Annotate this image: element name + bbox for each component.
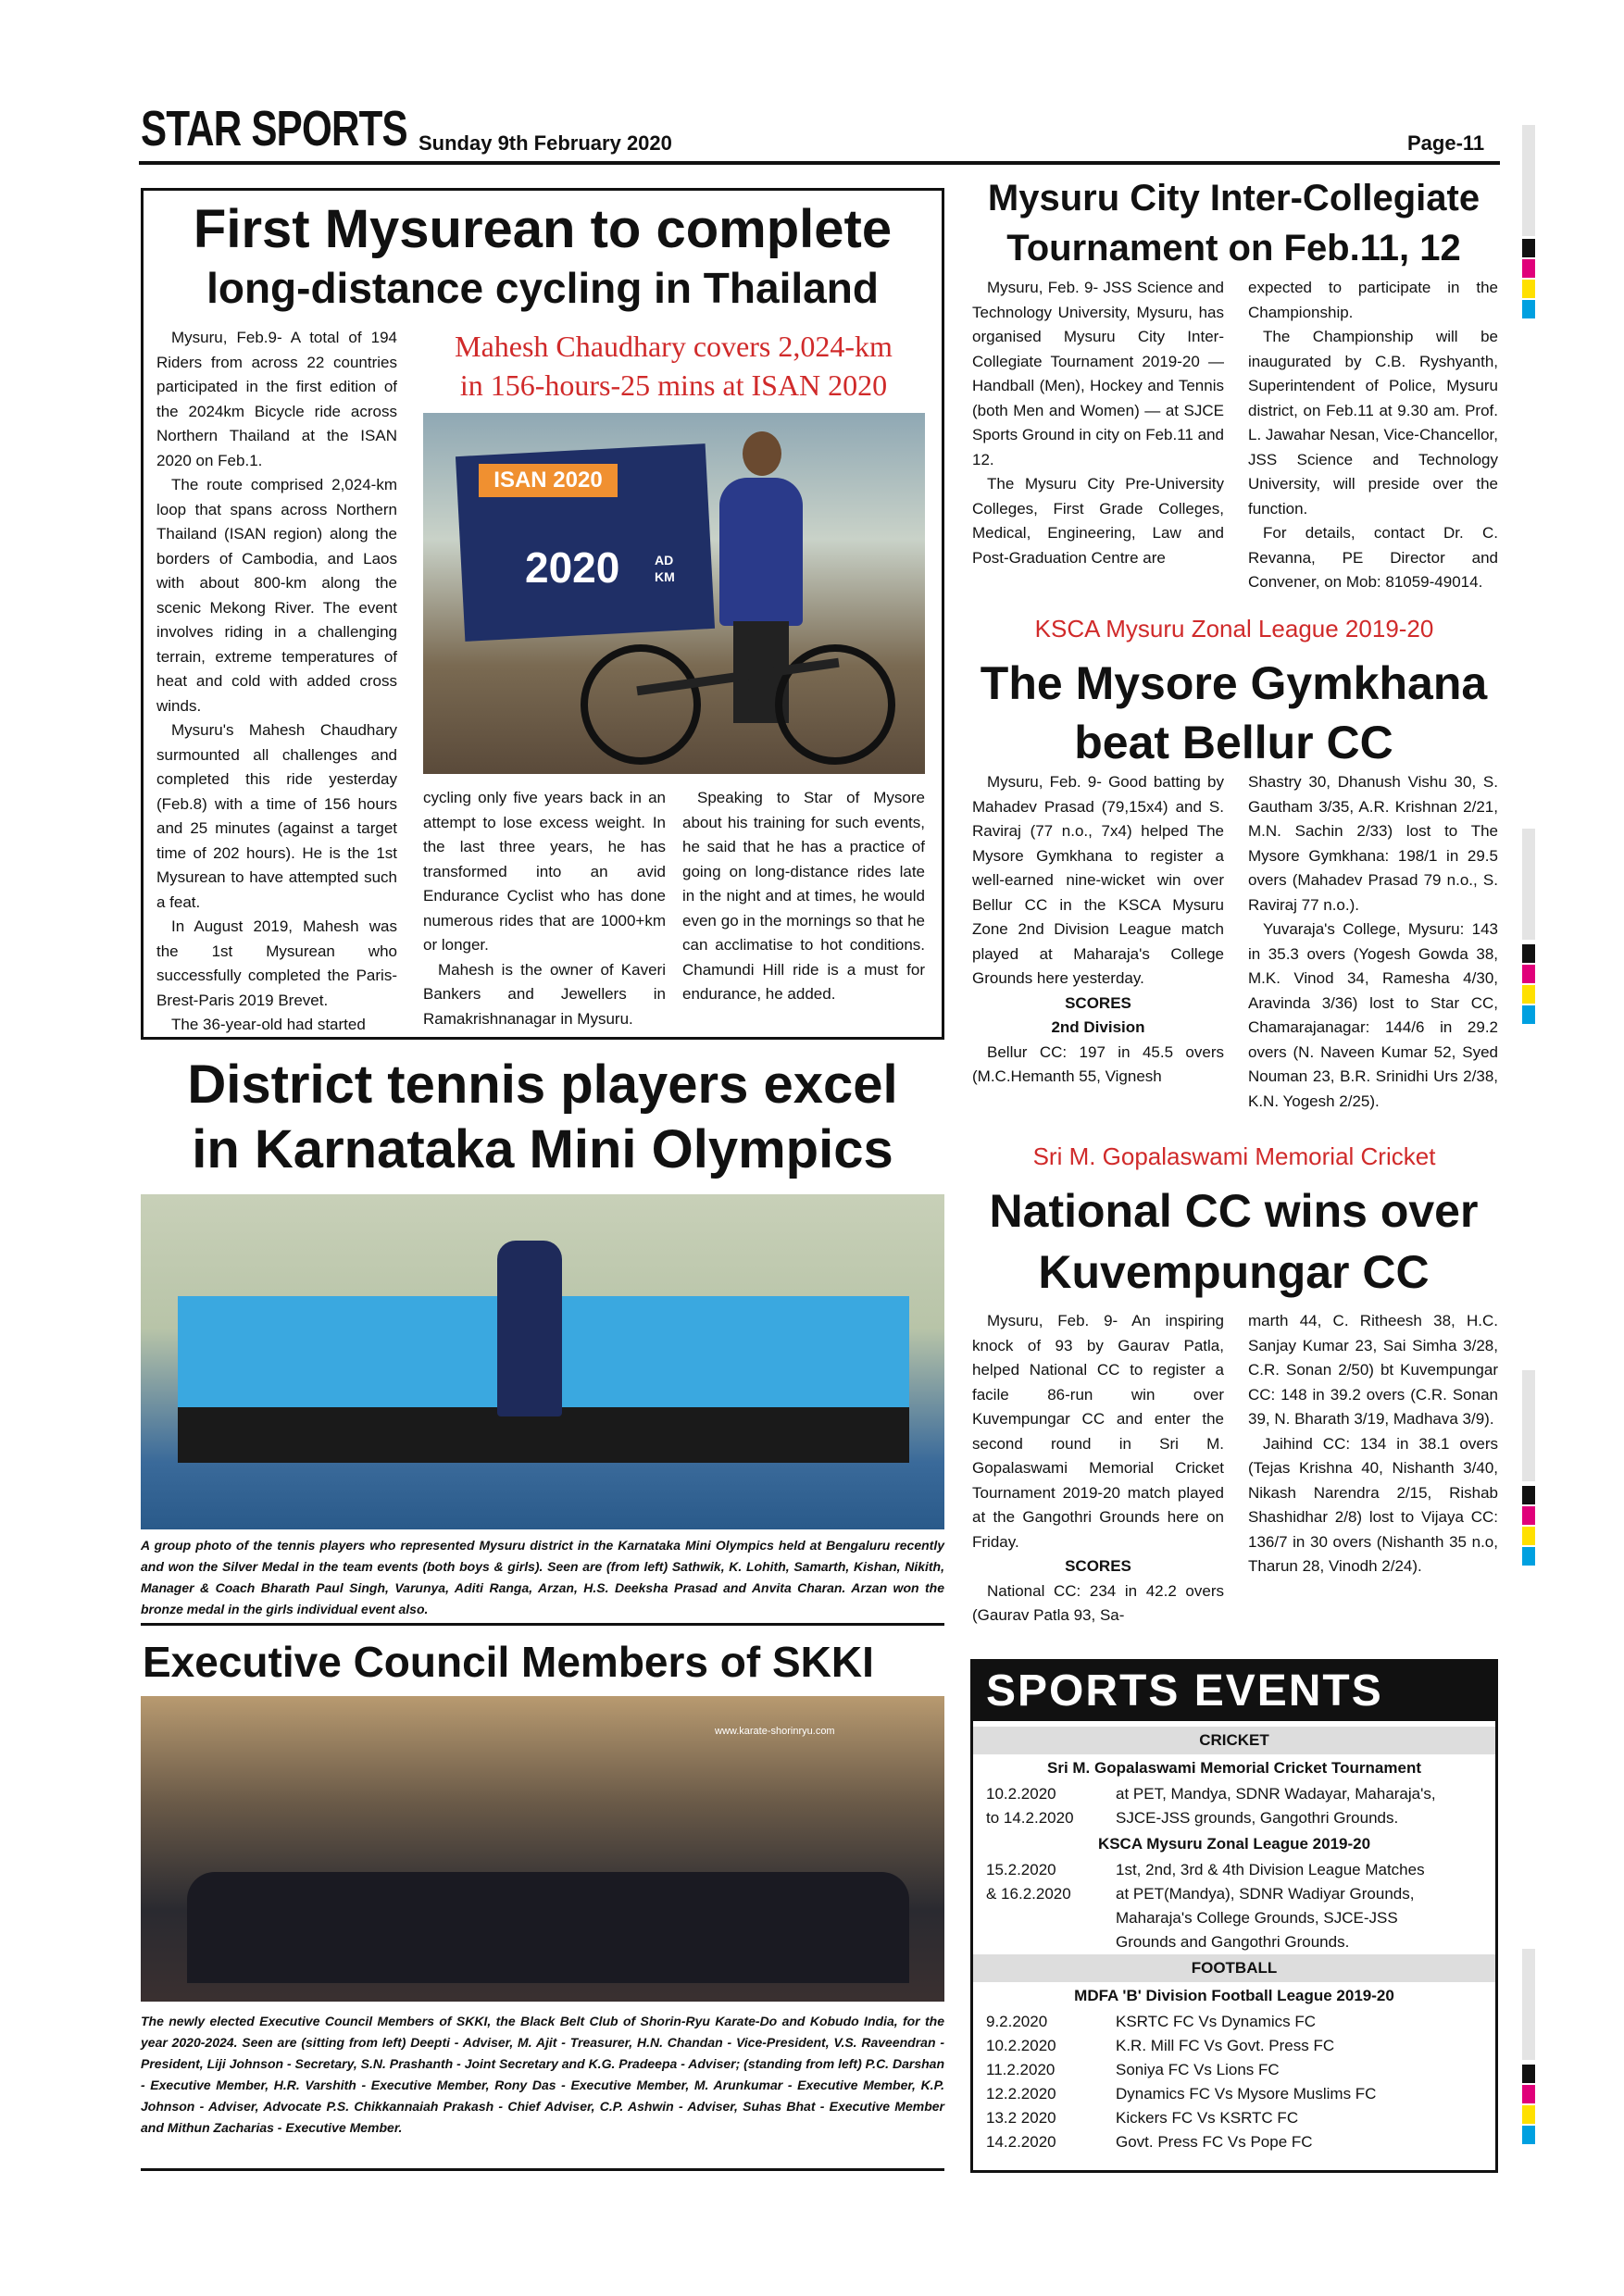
tournament-title: Sri M. Gopalaswami Memorial Cricket Tournament xyxy=(1046,1759,1421,1777)
paragraph: The route comprised 2,024-km loop that spans across Northern Thailand (ISAN region) along the borders of Cambodia, and Laos with about 800-km along the scenic Mekong River. The event involves riding in a challenging terrain, extreme temperatures of heat and cold with added cross winds. xyxy=(156,476,397,715)
caption-rule xyxy=(141,2168,944,2171)
list-item: 10.2.2020 at PET, Mandya, SDNR Wadayar, Maharaja's, xyxy=(986,1785,1436,1803)
list-item: 12.2.2020 Dynamics FC Vs Mysore Muslims FC xyxy=(986,2085,1377,2103)
members-seated xyxy=(187,1872,909,1983)
paragraph: Mysuru, Feb. 9- An inspiring knock of 93 by Gaurav Patla, helped National CC to register a facile 86-run win over Kuvempungar CC and enter the second round in Sri M. Gopalaswami Memorial Cricket Tournament 2019-20 match played at the Gangothri Grounds here on Friday. xyxy=(972,1312,1224,1551)
registration-magenta xyxy=(1522,2085,1535,2103)
gymkhana-headline-line2: beat Bellur CC xyxy=(1074,717,1393,768)
scores-label: SCORES xyxy=(1065,1557,1131,1575)
registration-black xyxy=(1522,239,1535,257)
gymkhana-kicker: KSCA Mysuru Zonal League 2019-20 xyxy=(1034,615,1434,643)
paragraph: Mahesh is the owner of Kaveri Bankers and Jewellers in Ramakrishnanagar in Mysuru. xyxy=(423,960,666,1028)
cycling-headline-line2: long-distance cycling in Thailand xyxy=(206,264,879,312)
page-number: Page-11 xyxy=(1407,131,1485,155)
national-column-2 xyxy=(1248,1309,1498,1579)
paragraph: Mysuru, Feb.9- A total of 194 Riders from across 22 countries participated in the first edition of the 2024km Bicycle ride across Northern Thailand at the ISAN 2020 on Feb.1. xyxy=(156,329,397,469)
list-item: 11.2.2020 Soniya FC Vs Lions FC xyxy=(986,2061,1280,2078)
coach-figure xyxy=(497,1241,562,1416)
margin-strip xyxy=(1522,829,1535,940)
registration-magenta xyxy=(1522,259,1535,278)
sports-events-box xyxy=(970,1659,1498,2173)
national-column-1 xyxy=(972,1309,1224,1628)
list-item: 9.2.2020 KSRTC FC Vs Dynamics FC xyxy=(986,2013,1316,2030)
registration-yellow xyxy=(1522,985,1535,1004)
paragraph: National CC: 234 in 42.2 overs (Gaurav Patla 93, Sa- xyxy=(972,1581,1224,1624)
paragraph: The Mysuru City Pre-University Colleges, First Grade Colleges, Medical, Engineering, Law and Post-Graduation Centre are xyxy=(972,475,1224,567)
skki-caption: The newly elected Executive Council Members of SKKI, the Black Belt Club of Shorin-Ryu Karate-Do and Kobudo India, for the year 2020-2024. Seen are (sitting from left) Deepti - Adviser, M. Ajit - Treasurer, H.N. Chandan - Vice-President, V.S. Raveendran - President, Liji Johnson - Secretary, S.N. Prashanth - Joint Secretary and K.G. Pradeepa - Adviser; (standing from left) P.C. Darshan - Executive Member, H.R. Varshith - Executive Member, Rony Das - Executive Member, M. Arunkumar - Executive Member, K.P. Johnson - Adviser, Advocate P.S. Chikkannaiah Prakash - Chief Adviser, C.P. Ashwin - Adviser, Suhas Bhat - Executive Member and Mithun Zacharias - Executive Member. xyxy=(141,2014,944,2135)
national-headline-line2: Kuvempungar CC xyxy=(1038,1246,1430,1298)
paragraph: cycling only five years back in an attempt to lose excess weight. In the last three years, he has transformed into an avid Endurance Cyclist who has done numerous rides that are 1000+km or longer. xyxy=(423,789,666,954)
national-kicker: Sri M. Gopalaswami Memorial Cricket xyxy=(1032,1142,1436,1170)
skki-headline: Executive Council Members of SKKI xyxy=(143,1638,874,1686)
list-item: 10.2.2020 K.R. Mill FC Vs Govt. Press FC xyxy=(986,2037,1335,2054)
tennis-photo xyxy=(141,1194,944,1529)
rider-figure xyxy=(719,478,803,626)
paragraph: Shastry 30, Dhanush Vishu 30, S. Gautham 3/35, A.R. Krishnan 2/21, M.N. Sachin 2/33) lost to The Mysore Gymkhana: 198/1 in 29.5 overs (Mahadev Prasad 79 n.o., S. Raviraj 77 n.o.). xyxy=(1248,773,1498,914)
paragraph: Bellur CC: 197 in 45.5 overs (M.C.Hemanth 55, Vignesh xyxy=(972,1042,1224,1085)
registration-cyan xyxy=(1522,300,1535,318)
paragraph: In August 2019, Mahesh was the 1st Mysurean who successfully completed the Paris-Brest-Paris 2019 Brevet. xyxy=(156,917,397,1009)
margin-strip xyxy=(1522,125,1535,236)
registration-yellow xyxy=(1522,1527,1535,1545)
registration-yellow xyxy=(1522,280,1535,298)
registration-yellow xyxy=(1522,2105,1535,2124)
list-item: to 14.2.2020 SJCE-JSS grounds, Gangothri Grounds. xyxy=(986,1809,1399,1827)
paragraph: Mysuru's Mahesh Chaudhary surmounted all challenges and completed this ride yesterday (Feb.8) with a time of 156 hours and 25 minutes (against a target time of 202 hours). He is the 1st Mysurean to have attempted such a feat. xyxy=(156,721,397,911)
skki-photo xyxy=(141,1696,944,2002)
cycling-column-3 xyxy=(682,786,925,1007)
tournament-title: KSCA Mysuru Zonal League 2019-20 xyxy=(1097,1835,1371,1853)
registration-magenta xyxy=(1522,965,1535,983)
paragraph: Speaking to Star of Mysore about his training for such events, he said that he has a practice of going on long-distance rides late in the night and at times, he would even go in the mornings so that he can acclimatise to hot conditions. Chamundi Hill ride is a must for endurance, he added. xyxy=(682,789,925,1003)
cycling-column-1 xyxy=(156,326,397,1038)
cycling-headline: First Mysurean to complete xyxy=(193,199,893,259)
registration-cyan xyxy=(1522,2126,1535,2144)
margin-strip xyxy=(1522,1370,1535,1481)
intercollegiate-headline-line2: Tournament on Feb.11, 12 xyxy=(1006,228,1461,268)
registration-magenta xyxy=(1522,1506,1535,1525)
cycling-column-2 xyxy=(423,786,666,1031)
registration-black xyxy=(1522,944,1535,963)
bicycle-wheel xyxy=(581,644,701,765)
paragraph: For details, contact Dr. C. Revanna, PE Director and Convener, on Mob: 81059-49014. xyxy=(1248,524,1498,591)
rider-head xyxy=(743,431,781,476)
paragraph: Yuvaraja's College, Mysuru: 143 in 35.3 overs (Yogesh Gowda 38, M.K. Vinod 34, Ramesha 4/30, Aravinda 3/36) lost to Star CC, Chamarajanagar: 144/6 in 29.2 overs (N. Naveen Kumar 52, Syed Nouman 23, B.R. Srinidhi Urs 2/38, K.N. Yogesh 2/25). xyxy=(1248,920,1498,1110)
cricket-section-label: CRICKET xyxy=(973,1727,1495,1754)
intercollegiate-headline: Mysuru City Inter-Collegiate xyxy=(987,178,1480,218)
banner-unit: AD KM xyxy=(655,553,675,584)
tennis-headline-line2: in Karnataka Mini Olympics xyxy=(192,1119,893,1179)
paragraph: Mysuru, Feb. 9- Good batting by Mahadev Prasad (79,15x4) and S. Raviraj (77 n.o., 7x4) helped The Mysore Gymkhana to register a well-earned nine-wicket win over Bellur CC in the KSCA Mysuru Zone 2nd Division League match played at Maharaja's College Grounds here yesterday. xyxy=(972,773,1224,987)
margin-strip xyxy=(1522,1949,1535,2060)
tournament-title: MDFA 'B' Division Football League 2019-20 xyxy=(1074,1987,1394,2004)
list-item: Maharaja's College Grounds, SJCE-JSS xyxy=(1116,1909,1398,1927)
cycling-subhead-line2: in 156-hours-25 mins at ISAN 2020 xyxy=(459,368,888,402)
list-item: 15.2.2020 1st, 2nd, 3rd & 4th Division League Matches xyxy=(986,1861,1425,1878)
gymkhana-headline: The Mysore Gymkhana xyxy=(980,657,1488,709)
paragraph: expected to participate in the Championship. xyxy=(1248,279,1498,321)
paragraph: The 36-year-old had started xyxy=(171,1016,366,1033)
paragraph: Jaihind CC: 134 in 38.1 overs (Tejas Krishna 40, Nishanth 3/40, Nikash Narendra 2/15, Rishab Shashidhar 2/8) lost to Vijaya CC: 136/7 in 30 overs (Nishanth 35 n.o, Tharun 28, Vinodh 2/24). xyxy=(1248,1434,1498,1575)
registration-black xyxy=(1522,2065,1535,2083)
sports-events-title: SPORTS EVENTS xyxy=(973,1662,1495,1721)
cycling-story xyxy=(141,188,944,1040)
list-item: & 16.2.2020 at PET(Mandya), SDNR Wadiyar Grounds, xyxy=(986,1885,1415,1903)
masthead-date: Sunday 9th February 2020 xyxy=(418,131,672,155)
intercollegiate-column-1 xyxy=(972,276,1224,570)
football-section-label: FOOTBALL xyxy=(973,1954,1495,1982)
list-item: 13.2 2020 Kickers FC Vs KSRTC FC xyxy=(986,2109,1299,2127)
intercollegiate-column-2 xyxy=(1248,276,1498,595)
tennis-headline: District tennis players excel xyxy=(187,1054,898,1115)
registration-cyan xyxy=(1522,1005,1535,1024)
cycling-subhead: Mahesh Chaudhary covers 2,024-km xyxy=(455,330,893,363)
list-item: Grounds and Gangothri Grounds. xyxy=(1116,1933,1350,1951)
photo-url: www.karate-shorinryu.com xyxy=(715,1726,835,1737)
masthead-rule xyxy=(139,161,1500,165)
cycling-photo xyxy=(423,413,925,774)
registration-cyan xyxy=(1522,1547,1535,1566)
paragraph: The Championship will be inaugurated by C.B. Ryshyanth, Superintendent of Police, Mysuru district, on Feb.11 at 9.30 am. Prof. L. Jawahar Nesan, Vice-Chancellor, JSS Science and Technology University, will preside over the function. xyxy=(1248,328,1498,518)
paragraph: marth 44, C. Ritheesh 38, H.C. Sanjay Kumar 23, Sai Simha 3/28, C.R. Sonan 2/50) bt Kuvempungar CC: 148 in 39.2 overs (C.R. Sonan 39, N. Bharath 3/19, Madhava 3/9). xyxy=(1248,1312,1498,1428)
registration-black xyxy=(1522,1486,1535,1504)
list-item: 14.2.2020 Govt. Press FC Vs Pope FC xyxy=(986,2133,1313,2151)
national-headline: National CC wins over xyxy=(989,1185,1479,1237)
banner-year: 2020 xyxy=(525,543,620,592)
paragraph: Mysuru, Feb. 9- JSS Science and Technology University, Mysuru, has organised Mysuru City Inter-Collegiate Tournament 2019-20 — Handball (Men), Hockey and Tennis (both Men and Women) — at SJCE Sports Ground in city on Feb.11 and 12. xyxy=(972,279,1224,468)
caption-rule xyxy=(141,1623,944,1626)
division-label: 2nd Division xyxy=(1051,1018,1145,1036)
gymkhana-column-1 xyxy=(972,770,1224,1090)
tennis-caption: A group photo of the tennis players who represented Mysuru district in the Karnataka Mini Olympics held at Bengaluru recently and won the Silver Medal in the team events (both boys & girls). Seen are (from left) Sathwik, K. Lohith, Samarth, Kishan, Nikith, Manager & Coach Bharath Paul Singh, Varunya, Aditi Ranga, Arzan, H.S. Deeksha Prasad and Anvita Charan. Arzan won the bronze medal in the girls individual event also. xyxy=(141,1538,944,1616)
gymkhana-column-2 xyxy=(1248,770,1498,1114)
scores-label: SCORES xyxy=(1065,993,1131,1012)
banner-label: ISAN 2020 xyxy=(479,464,618,497)
masthead-title: STAR SPORTS xyxy=(141,101,407,156)
